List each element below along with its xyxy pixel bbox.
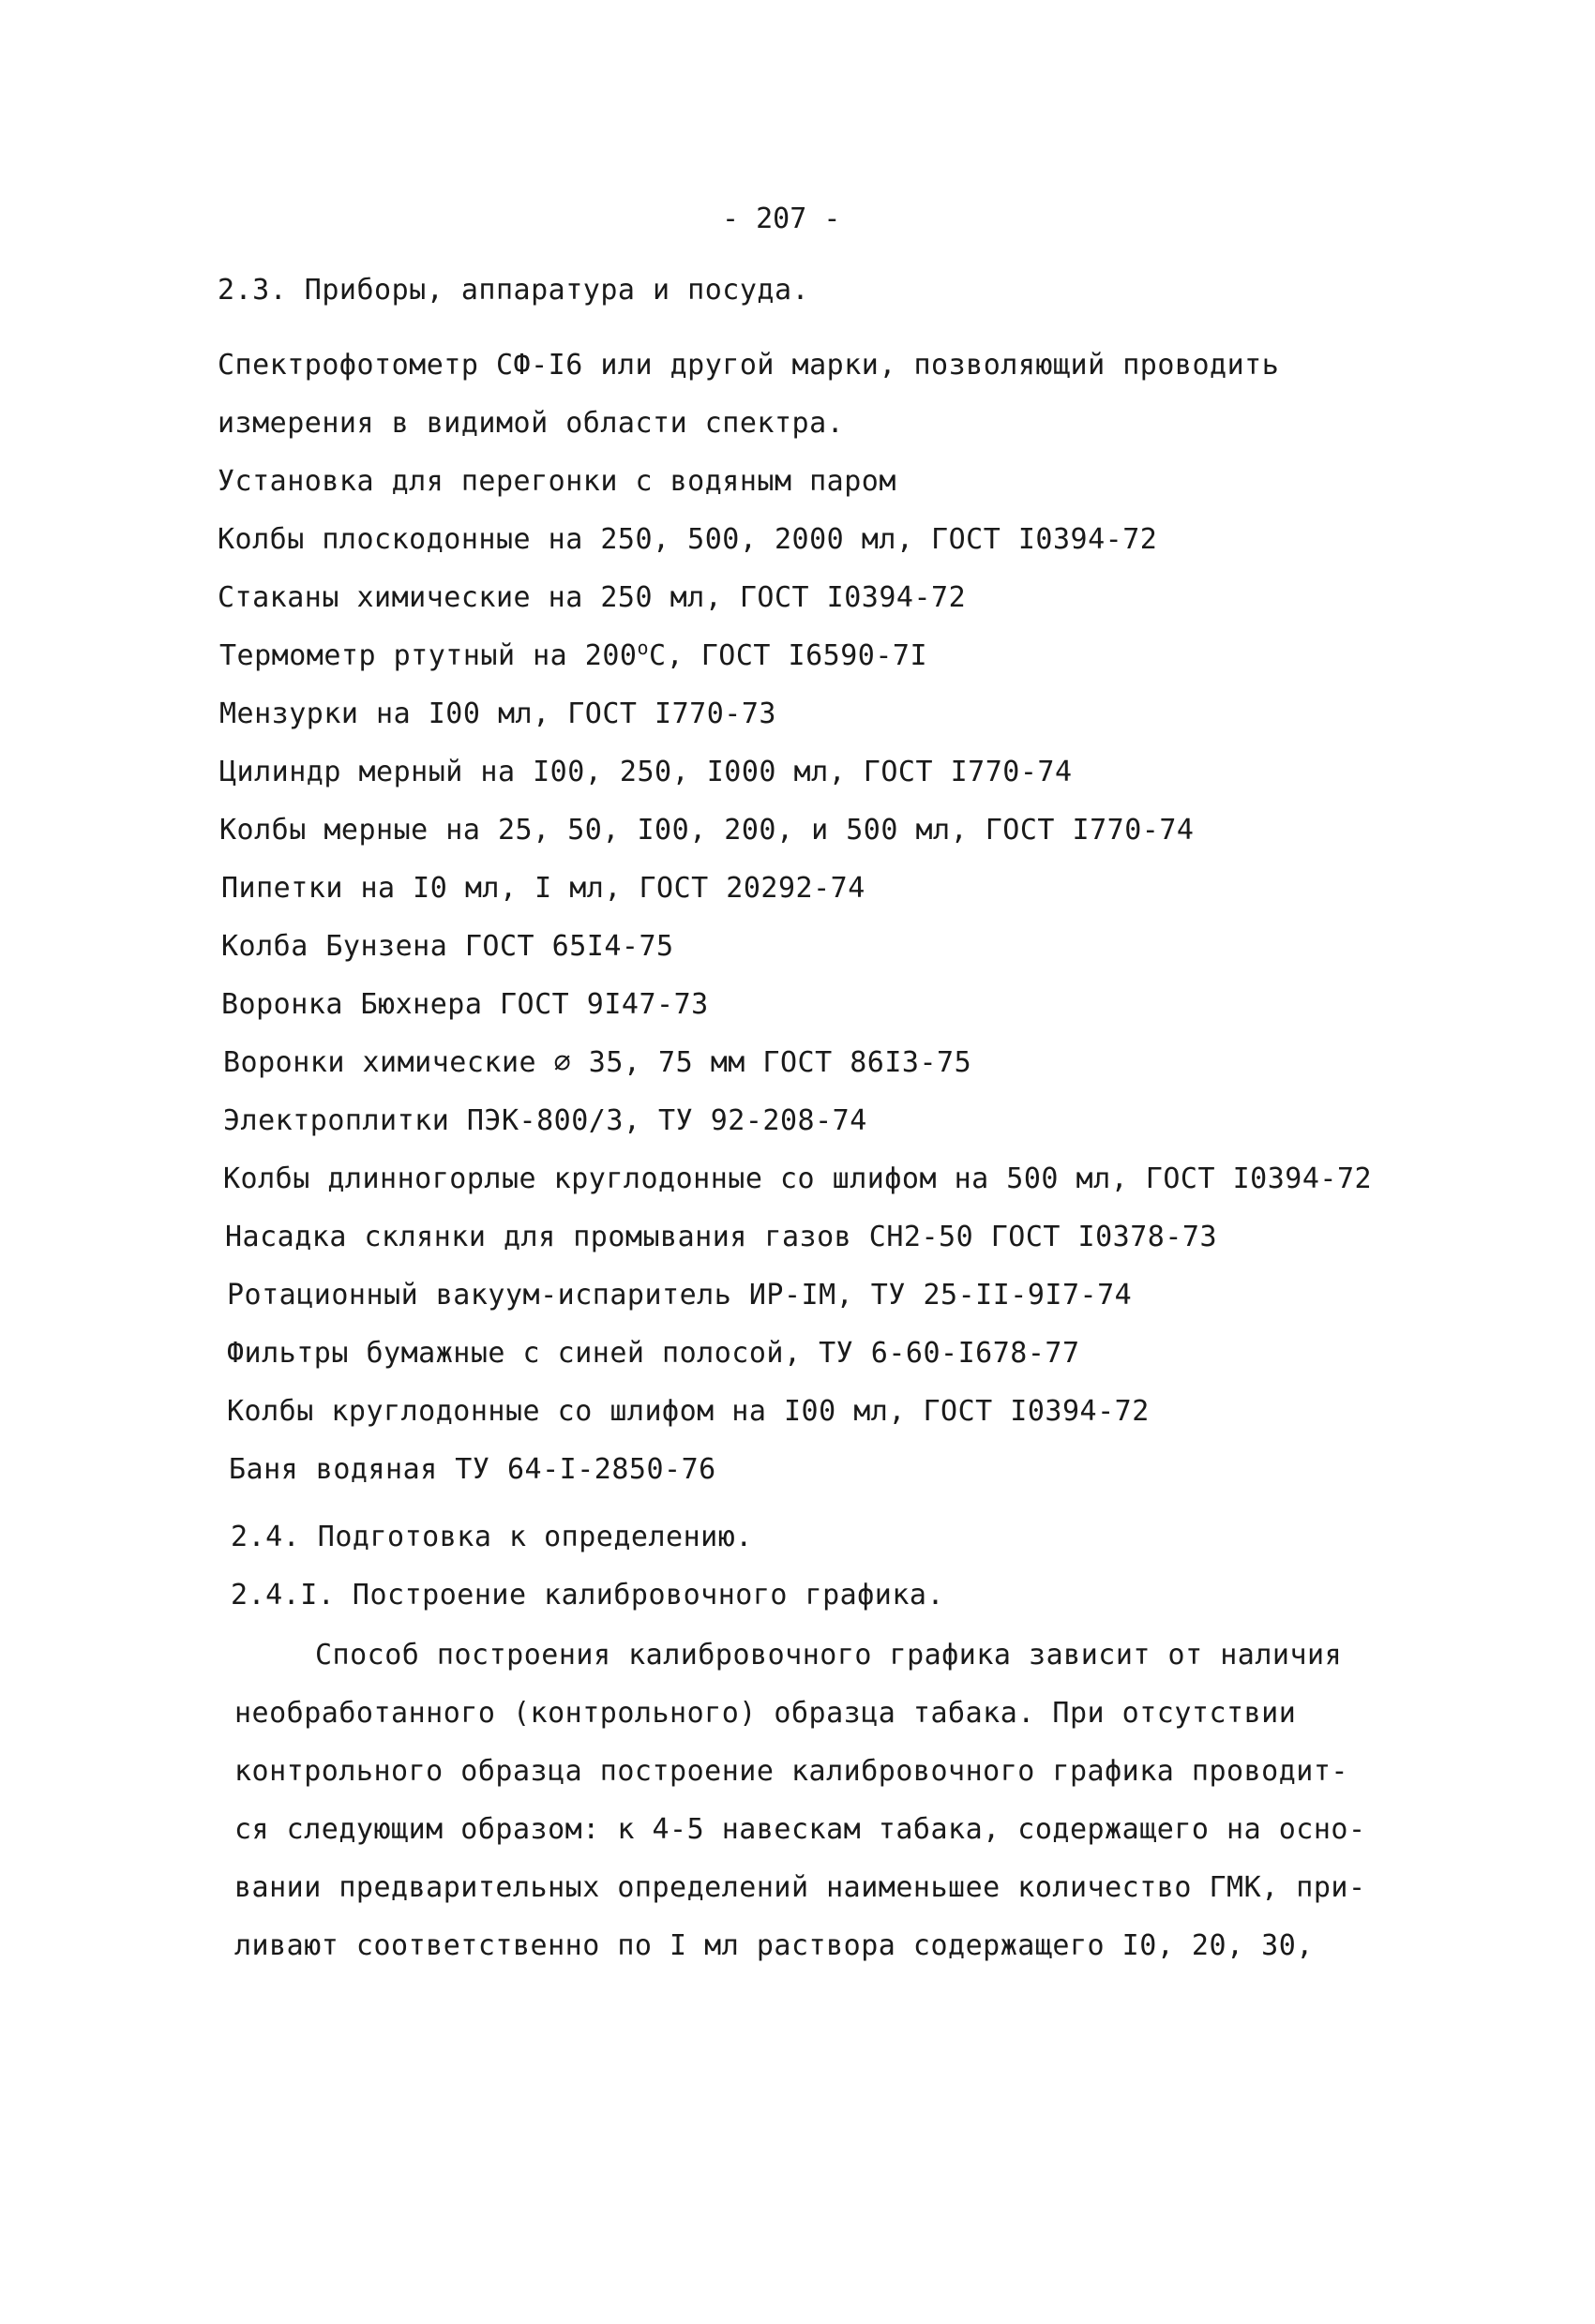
equipment-line: Стаканы химические на 250 мл, ГОСТ I0394-72 bbox=[218, 581, 967, 614]
section-heading-2-3: 2.3. Приборы, аппаратура и посуда. bbox=[218, 274, 810, 307]
paragraph-line: контрольного образца построение калибровочного графика проводит- bbox=[234, 1755, 1348, 1788]
equipment-line-thermometer bbox=[219, 637, 927, 675]
paragraph-line: вании предварительных определений наименьшее количество ГМК, при- bbox=[234, 1871, 1366, 1904]
paragraph-line: ливают соответственно по I мл раствора содержащего I0, 20, 30, bbox=[234, 1929, 1314, 1962]
equipment-line: Воронка Бюхнера ГОСТ 9I47-73 bbox=[221, 988, 709, 1021]
page-number: - 207 - bbox=[722, 202, 841, 235]
equipment-line: Электроплитки ПЭК-800/3, ТУ 92-208-74 bbox=[223, 1104, 867, 1137]
equipment-line: Колбы длинногорлые круглодонные со шлифом на 500 мл, ГОСТ I0394-72 bbox=[223, 1162, 1373, 1195]
equipment-line: Мензурки на I00 мл, ГОСТ I770-73 bbox=[219, 697, 776, 730]
paragraph-line: Способ построения калибровочного графика зависит от наличия bbox=[315, 1639, 1343, 1672]
degree-superscript: о bbox=[637, 637, 650, 659]
thermometer-text: Термометр ртутный на 200 bbox=[219, 639, 638, 672]
equipment-line: Колбы круглодонные со шлифом на I00 мл, ГОСТ I0394-72 bbox=[227, 1395, 1150, 1428]
section-heading-2-4: 2.4. Подготовка к определению. bbox=[231, 1521, 753, 1553]
equipment-line: Установка для перегонки с водяным паром bbox=[218, 465, 896, 498]
equipment-line: Пипетки на I0 мл, I мл, ГОСТ 20292-74 bbox=[221, 872, 865, 905]
equipment-line: Фильтры бумажные с синей полосой, ТУ 6-60-I678-77 bbox=[227, 1337, 1080, 1370]
subsection-heading-2-4-1: 2.4.I. Построение калибровочного графика. bbox=[231, 1579, 945, 1612]
equipment-line: измерения в видимой области спектра. bbox=[218, 407, 845, 440]
equipment-line: Воронки химические ⌀ 35, 75 мм ГОСТ 86I3-75 bbox=[223, 1046, 972, 1079]
equipment-line: Колбы мерные на 25, 50, I00, 200, и 500 мл, ГОСТ I770-74 bbox=[219, 814, 1195, 847]
equipment-line: Баня водяная ТУ 64-I-2850-76 bbox=[229, 1453, 716, 1486]
equipment-line: Колбы плоскодонные на 250, 500, 2000 мл, ГОСТ I0394-72 bbox=[218, 523, 1158, 556]
equipment-line: Насадка склянки для промывания газов СН2-50 ГОСТ I0378-73 bbox=[225, 1221, 1218, 1253]
thermometer-text-rest: С, ГОСТ I6590-7I bbox=[649, 639, 928, 672]
paragraph-line: необработанного (контрольного) образца табака. При отсутствии bbox=[234, 1697, 1297, 1730]
paragraph-line: ся следующим образом: к 4-5 навескам табака, содержащего на осно- bbox=[234, 1813, 1366, 1846]
equipment-line: Колба Бунзена ГОСТ 65I4-75 bbox=[221, 930, 674, 963]
equipment-line: Цилиндр мерный на I00, 250, I000 мл, ГОСТ I770-74 bbox=[219, 756, 1073, 788]
equipment-line: Спектрофотометр СФ-I6 или другой марки, позволяющий проводить bbox=[218, 349, 1280, 382]
equipment-line: Ротационный вакуум-испаритель ИР-IМ, ТУ 25-II-9I7-74 bbox=[227, 1279, 1133, 1312]
